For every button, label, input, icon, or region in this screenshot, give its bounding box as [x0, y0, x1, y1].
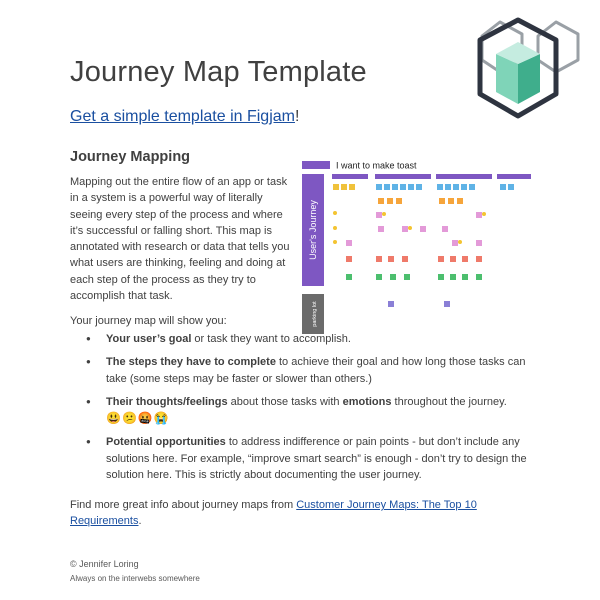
list-item: [86, 331, 546, 347]
stickies-red: [346, 256, 482, 262]
figjam-template-link[interactable]: Get a simple template in Figjam: [70, 108, 295, 125]
journey-row-label: User's Journey: [308, 200, 318, 260]
find-more-suffix: .: [138, 515, 142, 528]
emotion-faces: [333, 211, 486, 244]
section-heading: Journey Mapping: [70, 149, 191, 165]
bullet-bold-emotions: emotions: [342, 395, 392, 408]
bullet-text: or task they want to accomplish.: [191, 333, 351, 345]
stage-headers: [332, 174, 531, 179]
page-title: Journey Map Template: [70, 56, 367, 88]
find-more: [70, 497, 510, 530]
map-corner-tag: [302, 161, 330, 169]
find-more-text: Find more great info about journey maps from: [70, 499, 297, 511]
stickies-yellow: [333, 184, 355, 190]
list-item: [86, 354, 546, 387]
figma-line: [70, 108, 299, 126]
bullet-bold: Their thoughts/feelings: [106, 395, 228, 408]
stickies-parking: [388, 301, 450, 307]
bullet-text: to achieve their goal and how long those tasks can take (some steps may be faster or slower than others.): [106, 356, 526, 385]
list-item: [86, 434, 546, 483]
bullet-bold: Potential opportunities: [106, 436, 226, 449]
bullet-text: to address indifference or pain points - but don’t include any solutions here. For example, “improve smart search” is enough - don’t try to design the solution here. This is strictly about documenting the user journey.: [106, 436, 527, 482]
tagline: Always on the interwebs somewhere: [70, 574, 200, 583]
intro-paragraph: Mapping out the entire flow of an app or task in a system is a powerful way of literally seeing every step of the process and where it’s successful or falling short. This map is annotated with research or data that tells you what users are thinking, feeling and doing at each step of the process as they try to accomplish that task.: [70, 176, 290, 303]
bullet-text: about those tasks with: [227, 395, 343, 408]
bullet-bold: The steps they have to complete: [106, 356, 276, 369]
benefit-list: [86, 331, 546, 490]
map-heading: I want to make toast: [336, 160, 417, 171]
bullet-bold: Your user’s goal: [106, 333, 192, 345]
stickies-orange: [378, 198, 463, 204]
journey-map-image: [302, 158, 532, 338]
list-item: [86, 394, 546, 428]
show-intro: Your journey map will show you:: [70, 315, 227, 327]
parking-lot-label: parking lot: [312, 301, 318, 327]
journey-maps-article-link[interactable]: Customer Journey Maps: The Top 10 Requirements: [70, 499, 477, 528]
copyright: © Jennifer Loring: [70, 559, 139, 569]
bullet-text: throughout the journey.: [391, 395, 507, 408]
stickies-green: [346, 274, 482, 280]
figma-suffix: !: [294, 108, 300, 125]
hexagon-logo-icon: [452, 14, 584, 124]
stickies-blue: [376, 184, 514, 190]
emotion-emojis: 😃😕🤬😭: [106, 411, 170, 426]
